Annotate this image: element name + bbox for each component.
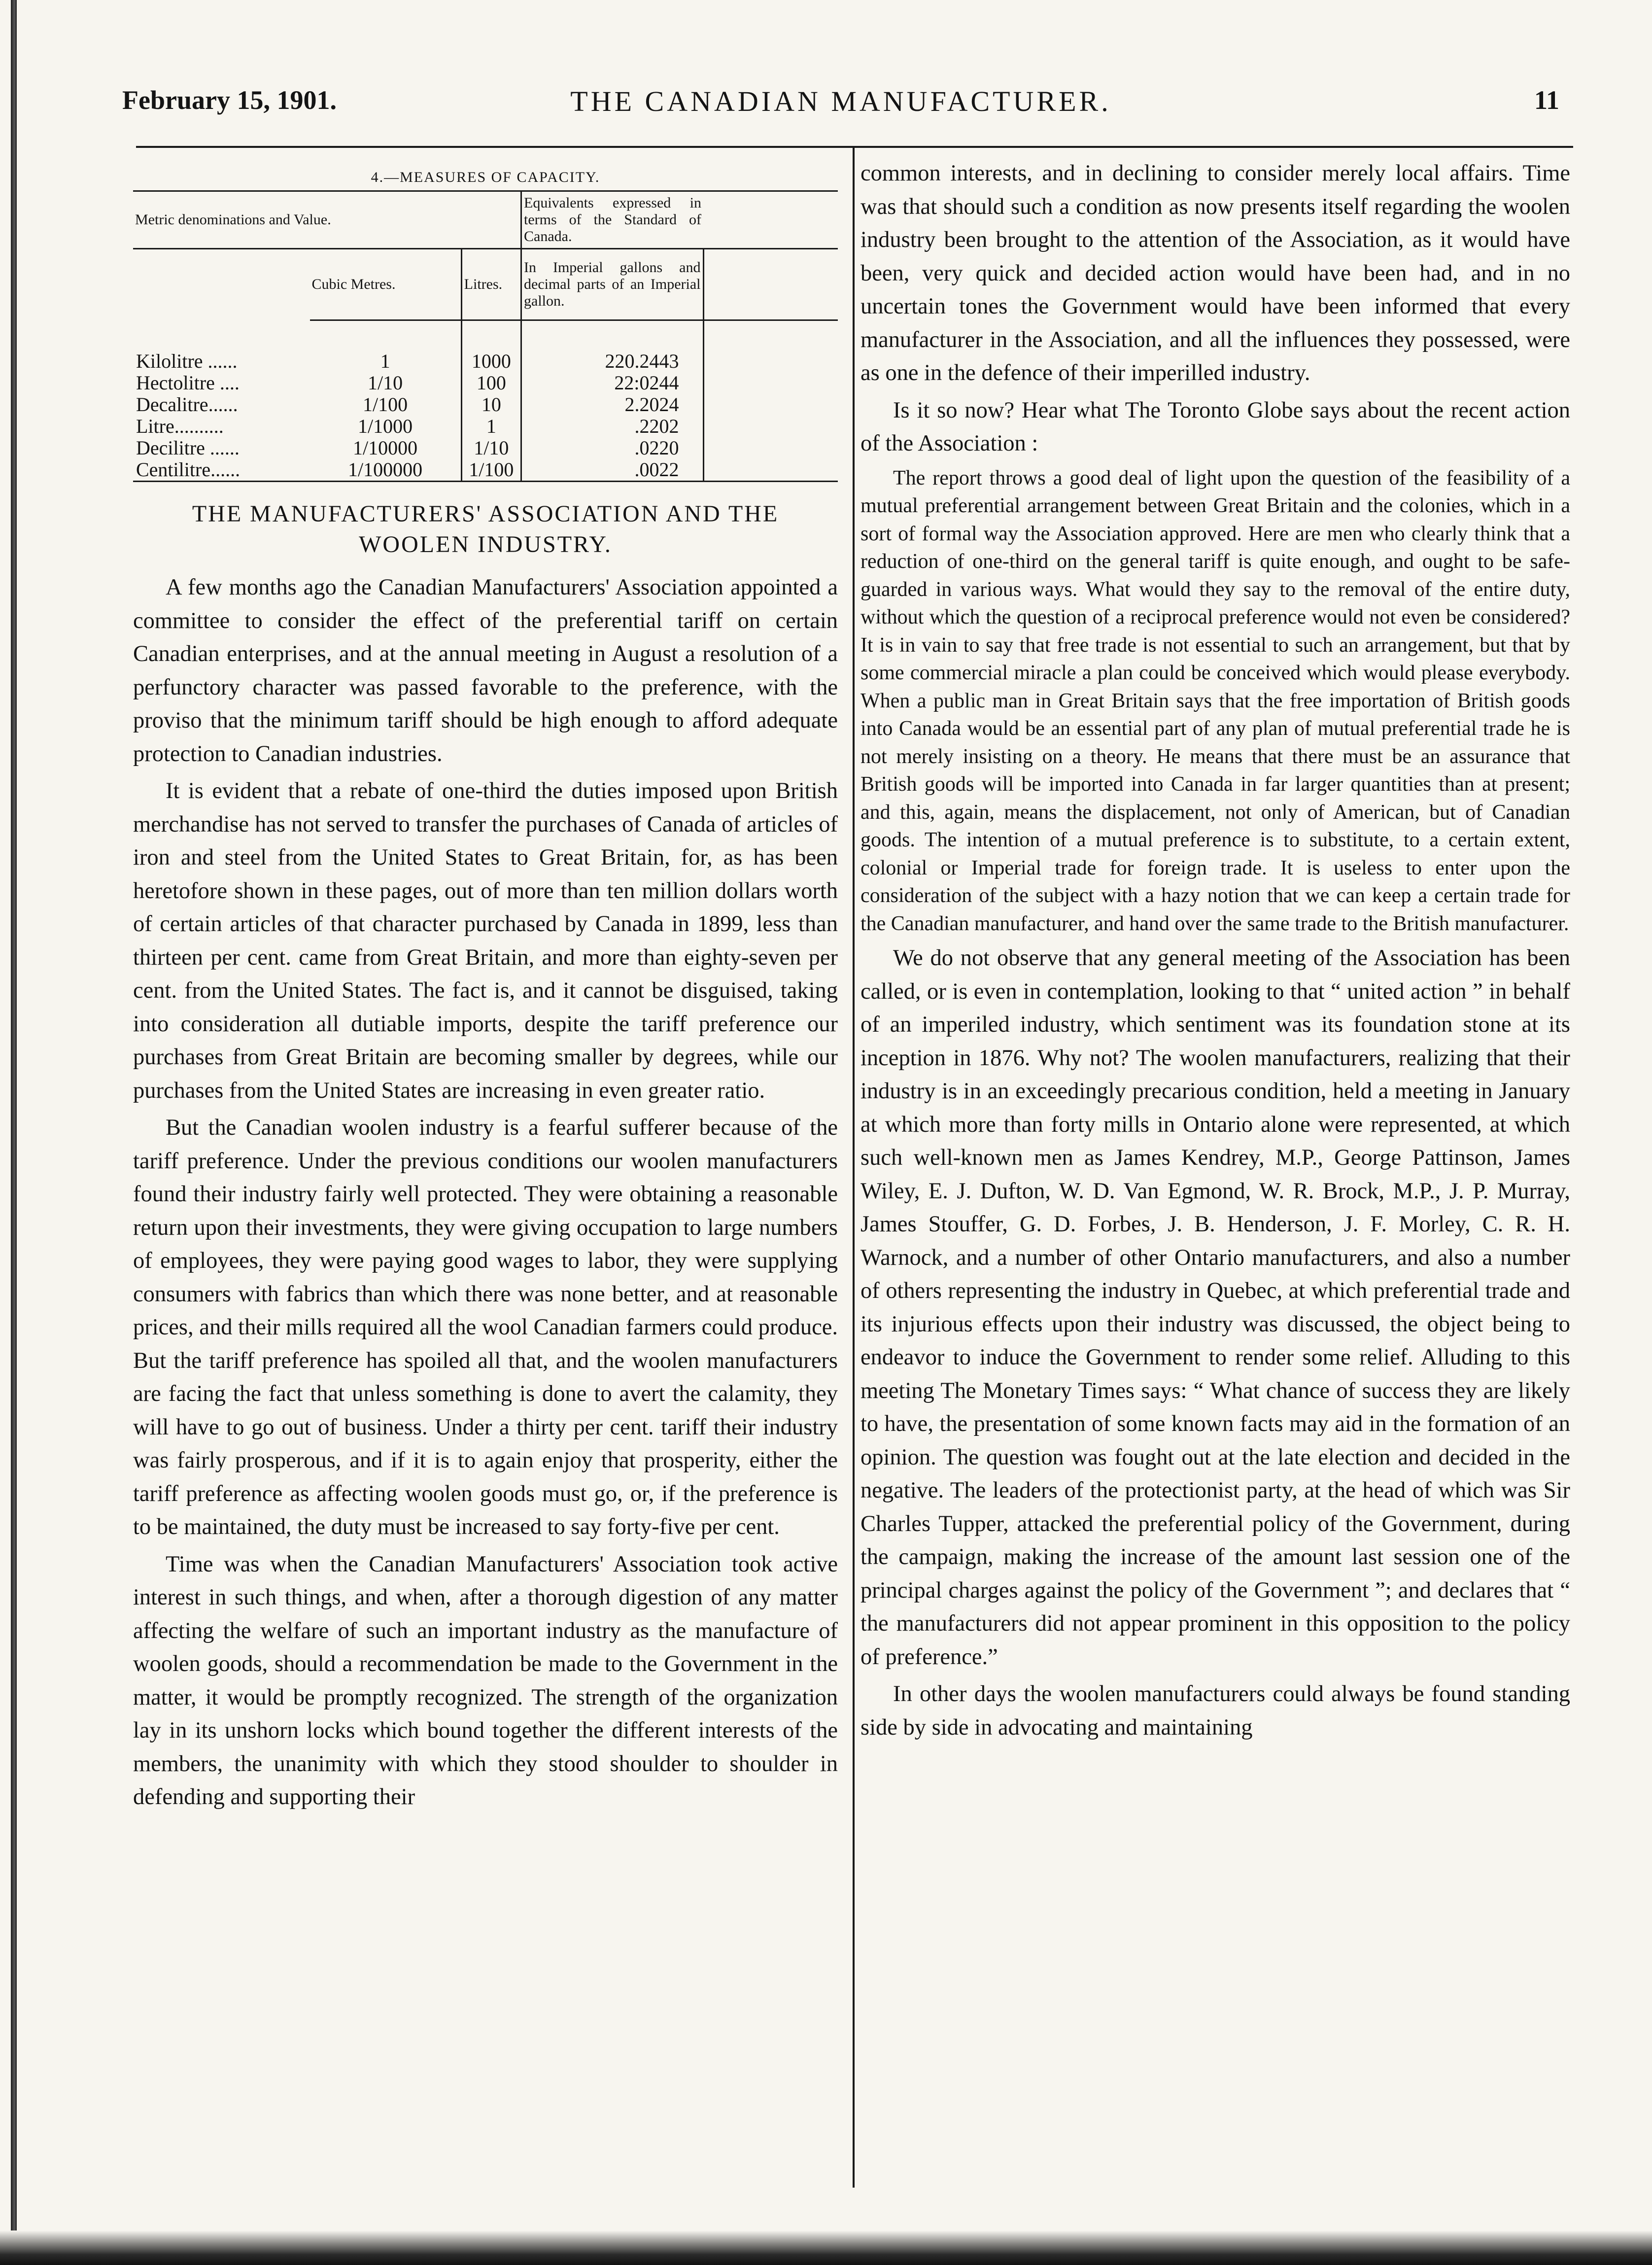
issue-date: February 15, 1901. [122,85,337,115]
equivalents-heading: Equivalents expressed in terms of the Standard of Canada. [521,191,704,249]
table-row: Hectolitre .... 1/10 100 22:0244 [133,372,838,394]
table-row: Decilitre ...... 1/10000 1/10 .0220 [133,437,838,459]
scan-edge [0,2230,1652,2265]
block-quote: The report throws a good deal of light upon the question of the feasibility of a mutual preferential arrangement between Great Britain and the colonies, which in a sort of formal way the Association approved. Here are men who clearly think that a reduction of one-third on the general tariff is quite enough, and ought to be safe-guarded in various ways. What would they say to the removal of the entire duty, without which the question of a reciprocal preference would not even be considered? It is in vain to say that free trade is not essential to such an arrangement, but that by some commercial miracle a plan could be conceived which would please everybody. When a public man in Great Britain says that the free importation of British goods into Canada would be an essential part of any plan of mutual preferential trade he is not merely insisting on a theory. He means that there must be an assurance that British goods will be imported into Canada in far larger quantities than at present; and this, again, means the displacement, not only of American, but of Canadian goods. The intention of a mutual preference is to substitute, to a certain extent, colonial or Imperial trade for foreign trade. It is useless to enter upon the consideration of the subject with a hazy notion that we can keep a certain trade for the Canadian manufacturer, and hand over the same trade to the British manufacturer. [860,466,1570,935]
paragraph: Time was when the Canadian Manufacturers' Association took active interest in such things, and when, after a thorough digestion of any matter affecting the welfare of such an important industry as the manufacture of woolen goods, should a recommendation be made to the Government in the matter, it would be promptly recognized. The strength of the organization lay in its unshorn locks which bound together the different interests of the members, the unanimity with which they stood shoulder to shoulder in defending and supporting their [133,1551,838,1810]
binding-edge [11,0,17,2265]
article-title: THE MANUFACTURERS' ASSOCIATION AND THE WOOLEN INDUSTRY. [192,501,779,558]
table-row: Centilitre...... 1/100000 1/100 .0022 [133,459,838,482]
paragraph: But the Canadian woolen industry is a fearful sufferer because of the tariff preference. Under the previous conditions our woolen manufacturers found their industry fairly well protected. They were obtaining a reasonable return upon their investments, they were giving occupation to large numbers of employees, they were paying good wages to labor, they were supplying consumers with fabrics than which there was none better, and at reasonable prices, and their mills required all the wool Canadian farmers could produce. But the tariff preference has spoiled all that, and the woolen manufacturers are facing the fact that unless something is done to avert the calamity, they will have to go out of business. Under a thirty per cent. tariff their industry was fairly prosperous, and if it is to again enjoy that prosperity, either the tariff preference as affecting woolen goods must go, or, if the preference is to be maintained, the duty must be increased to say forty-five per cent. [133,1115,838,1539]
paragraph: common interests, and in declining to consider merely local affairs. Time was that should such a condition as now presents itself regarding the woolen industry been brought to the attention of the Association, as it would have been, very quick and decided action would have been had, and in no uncertain tones the Government would have been informed that every manufacturer in the Association, and all the influences they possessed, were as one in the defence of their imperilled industry. [860,161,1570,385]
paragraph: Is it so now? Hear what The Toronto Globe says about the recent action of the Association : [860,397,1570,456]
litres-heading: Litres. [461,249,521,320]
table-row: Decalitre...... 1/100 10 2.2024 [133,394,838,416]
paragraph: We do not observe that any general meeting of the Association has been called, or is even in contemplation, looking to that “ united action ” in behalf of an imperiled industry, which sentiment was its foundation stone at its inception in 1876. Why not? The woolen manufacturers, realizing that their industry is in an exceedingly precarious condition, held a meeting in January at which more than forty mills in Ontario alone were represented, at which such well-known men as James Kendrey, M.P., George Pattinson, James Wiley, E. J. Dufton, W. D. Van Egmond, W. R. Brock, M.P., J. P. Murray, James Stouffer, G. D. Forbes, J. B. Henderson, J. F. Morley, C. R. H. Warnock, and a number of other Ontario manufacturers, and also a number of others representing the industry in Quebec, at which preferential trade and its injurious effects upon their industry was discussed, the object being to endeavor to induce the Government to render some relief. Alluding to this meeting The Monetary Times says: “ What chance of success they are likely to have, the presentation of some known facts may aid in the formation of an opinion. The question was fought out at the late election and decided in the negative. The leaders of the protectionist party, at the head of which was Sir Charles Tupper, attacked the preferential policy of the Government, during the campaign, making the increase of the amount last session one of the principal charges against the policy of the Government ”; and declares that “ the manufacturers did not appear prominent in this opposition to the policy of preference.” [860,945,1570,1670]
capacity-table [133,190,838,482]
cubic-heading: Cubic Metres. [310,249,462,320]
table-row: Litre.......... 1/1000 1 .2202 [133,416,838,437]
column-divider [853,147,855,2188]
imperial-heading: In Imperial gallons and decimal parts of an Imperial gallon. [521,249,704,320]
table-row: Kilolitre ...... 1 1000 220.2443 [133,350,838,372]
paragraph: In other days the woolen manufacturers could always be found standing side by side in advocating and maintaining [860,1681,1570,1740]
header-rule [136,146,1573,148]
metric-heading: Metric denominations and Value. [133,191,521,249]
right-column [860,157,1570,1748]
paragraph: It is evident that a rebate of one-third the duties imposed upon British merchandise has not served to transfer the purchases of Canada of articles of iron and steel from the United States to Great Britain, for, as has been heretofore shown in these pages, out of more than ten million dollars worth of certain articles of that character purchased by Canada in 1899, less than thirteen per cent. came from Great Britain, and more than eighty-seven per cent. from the United States. The fact is, and it cannot be disguised, taking into consideration all dutiable imports, despite the tariff preference our purchases from Great Britain are becoming smaller by degrees, while our purchases from the United States are increasing in even greater ratio. [133,778,838,1103]
page-header [122,85,1559,129]
page-number: 11 [1534,85,1559,115]
table-title: 4.—MEASURES OF CAPACITY. [371,169,600,185]
left-column [133,157,838,1818]
publication-title: THE CANADIAN MANUFACTURER. [570,85,1111,117]
paragraph: A few months ago the Canadian Manufacturers' Association appointed a committee to consider the effect of the preferential tariff on certain Canadian enterprises, and at the annual meeting in August a resolution of a perfunctory character was passed favorable to the preference, with the proviso that the minimum tariff should be high enough to afford adequate protection to Canadian industries. [133,575,838,767]
